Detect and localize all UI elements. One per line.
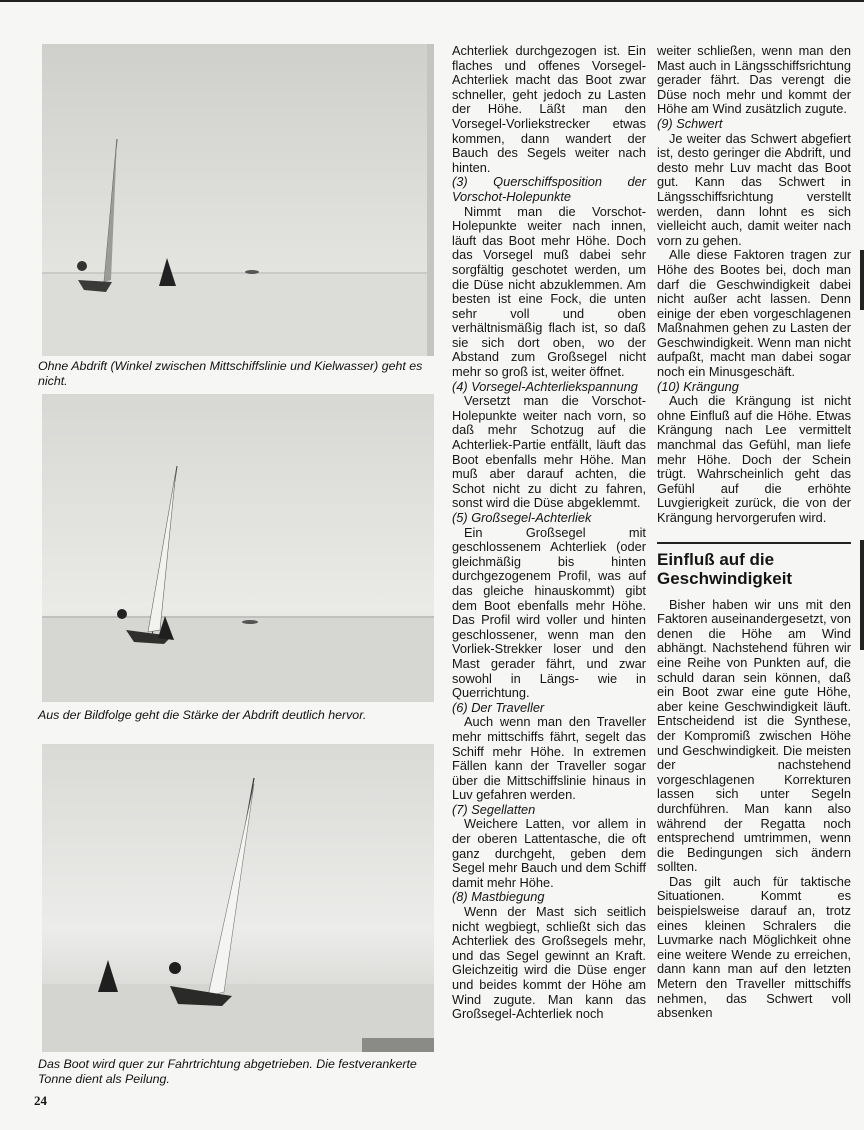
- subheading: (3) Querschiffsposition der Vorschot-Holepunkte: [452, 174, 646, 204]
- photo-3: [42, 744, 434, 1052]
- top-rule: [0, 0, 864, 2]
- photo-caption-1: Ohne Abdrift (Winkel zwischen Mittschiffslinie und Kielwasser) geht es nicht.: [38, 359, 423, 388]
- subheading: (9) Schwert: [657, 115, 723, 131]
- photo-2: [42, 394, 434, 702]
- section-title: Einfluß auf die Geschwindigkeit: [657, 542, 851, 588]
- paragraph: Weichere Latten, vor allem in der oberen Lattentasche, die oft ganz durchgeht, geben dem Segel mehr Bauch und dem Schiff damit mehr Höhe.: [452, 816, 646, 890]
- subheading: (7) Segellatten: [452, 801, 536, 817]
- paragraph: Versetzt man die Vorschot-Holepunkte weiter nach vorn, so daß mehr Schotzug auf die Achterliek-Partie entfällt, läuft das Boot ebenfalls mehr Höhe. Man muß aber darauf achten, die Schot nicht zu dicht zu fahren, sonst wird die Düse abgeklemmt.: [452, 393, 646, 511]
- paragraph: Je weiter das Schwert abgefiert ist, desto geringer die Abdrift, und desto mehr Luv macht das Boot gut. Kann das Schwert in Längsschiffsrichtung verstellt werden, dann lohnt es sich vielleicht auch, damit weiter nach vorn zu gehen.: [657, 130, 851, 248]
- paragraph: Wenn der Mast sich seitlich nicht wegbiegt, schließt sich das Achterliek des Großsegels mehr, und das Segel gewinnt an Kraft. Gleichzeitig wird die Düse enger und beides kommt der Höhe am Wind zugute. Man kann das Großsegel-Achterliek noch: [452, 904, 646, 1022]
- subheading: (5) Großsegel-Achterliek: [452, 510, 592, 525]
- subheading: (4) Vorsegel-Achterliekspannung: [452, 378, 638, 394]
- photo-caption-3: Das Boot wird quer zur Fahrtrichtung abgetrieben. Die festverankerte Tonne dient als Peilung.: [38, 1057, 417, 1086]
- photo-caption-2: Aus der Bildfolge geht die Stärke der Abdrift deutlich hervor.: [38, 708, 367, 722]
- paragraph: weiter schließen, wenn man den Mast auch in Längsschiffsrichtung gerader fährt. Das verengt die Düse noch mehr und kommt der Höhe am Wind zusätzlich zugute.: [657, 43, 851, 117]
- subheading: (6) Der Traveller: [452, 699, 545, 715]
- edge-mark: [860, 540, 864, 650]
- paragraph: Das gilt auch für taktische Situationen. Kommt es beispielsweise darauf an, trotz eines kleinen Schralers die Luvmarke nach Möglichkeit ohne eine weitere Wende zu erreichen, dann kann man auf den letzten Metern den Traveller mittschiffs nehmen, das Schwert voll absenken: [657, 873, 851, 1021]
- paragraph: Alle diese Faktoren tragen zur Höhe des Bootes bei, doch man darf die Geschwindigkeit dabei nicht außer acht lassen. Denn einige der eben vorgeschlagenen Maßnahmen gehen zu Lasten der Geschwindigkeit. Wenn man nicht aufpaßt, macht man dabei sogar noch ein Minusgeschäft.: [657, 247, 851, 380]
- paragraph: Auch wenn man den Traveller mehr mittschiffs fährt, segelt das Schiff mehr Höhe. In extremen Fällen kann der Traveller sogar über die Mittschiffslinie hinaus in Luv gefahren werden.: [452, 714, 646, 803]
- text-column-right: [657, 44, 851, 1021]
- subheading: (10) Krängung: [657, 378, 739, 394]
- paragraph: Achterliek durchgezogen ist. Ein flaches und offenes Vorsegel-Achterliek macht das Boot zwar schneller, geht jedoch zu Lasten der Höhe. Läßt man den Vorsegel-Vorliekstrecker etwas kommen, dann wandert der Bauch des Segels weiter nach hinten.: [452, 43, 646, 175]
- paragraph: Auch die Krängung ist nicht ohne Einfluß auf die Höhe. Etwas Krängung nach Lee vermittelt manchmal das Gefühl, man liefe mehr Höhe. Doch der Schein trügt. Wahrscheinlich geht das Gefühl auf die erhöhte Luvgierigkeit zurück, die von der Krängung hervorgerufen wird.: [657, 393, 851, 525]
- paragraph: Ein Großsegel mit geschlossenem Achterliek (oder gleichmäßig bis hinten durchgezogenem Profil, was auf das gleiche hinauskommt) gibt dem Boot ebenfalls mehr Höhe. Das Profil wird voller und hinten geschlossener, wenn man den Vorliek-Strekker loser und den Mast gerader fährt, und zwar sowohl in Längs- wie in Querrichtung.: [452, 524, 646, 701]
- page-number: 24: [34, 1093, 47, 1108]
- text-column-middle: [452, 44, 646, 1022]
- edge-mark: [860, 250, 864, 310]
- photo-1: [42, 44, 434, 356]
- paragraph: Nimmt man die Vorschot-Holepunkte weiter nach innen, läuft das Boot mehr Höhe. Doch das Vorsegel muß dabei sehr sorgfältig geschotet werden, um die Düse nicht abzuklemmen. Am besten ist eine Fock, die unten sehr voll und oben verhältnismäßig flach ist, so daß sie sich dort oben, wo der Abstand zum Großsegel nicht mehr so groß ist, weiter öffnet.: [452, 203, 646, 380]
- paragraph: Bisher haben wir uns mit den Faktoren auseinandergesetzt, von denen die Höhe am Wind abhängt. Nachstehend führen wir eine Reihe von Punkten auf, die schuld daran sein können, daß ein Boot zwar eine gute Höhe, aber keine Geschwindigkeit läuft. Entscheidend ist die Synthese, der Kompromiß zwischen Höhe und Geschwindigkeit. Die meisten der nachstehend vorgeschlagenen Korrekturen lassen sich unter Segeln durchführen. Man kann also während der Regatta noch entsprechend umtrimmen, wenn die Bedingungen sich ändern sollten.: [657, 596, 851, 875]
- subheading: (8) Mastbiegung: [452, 889, 545, 905]
